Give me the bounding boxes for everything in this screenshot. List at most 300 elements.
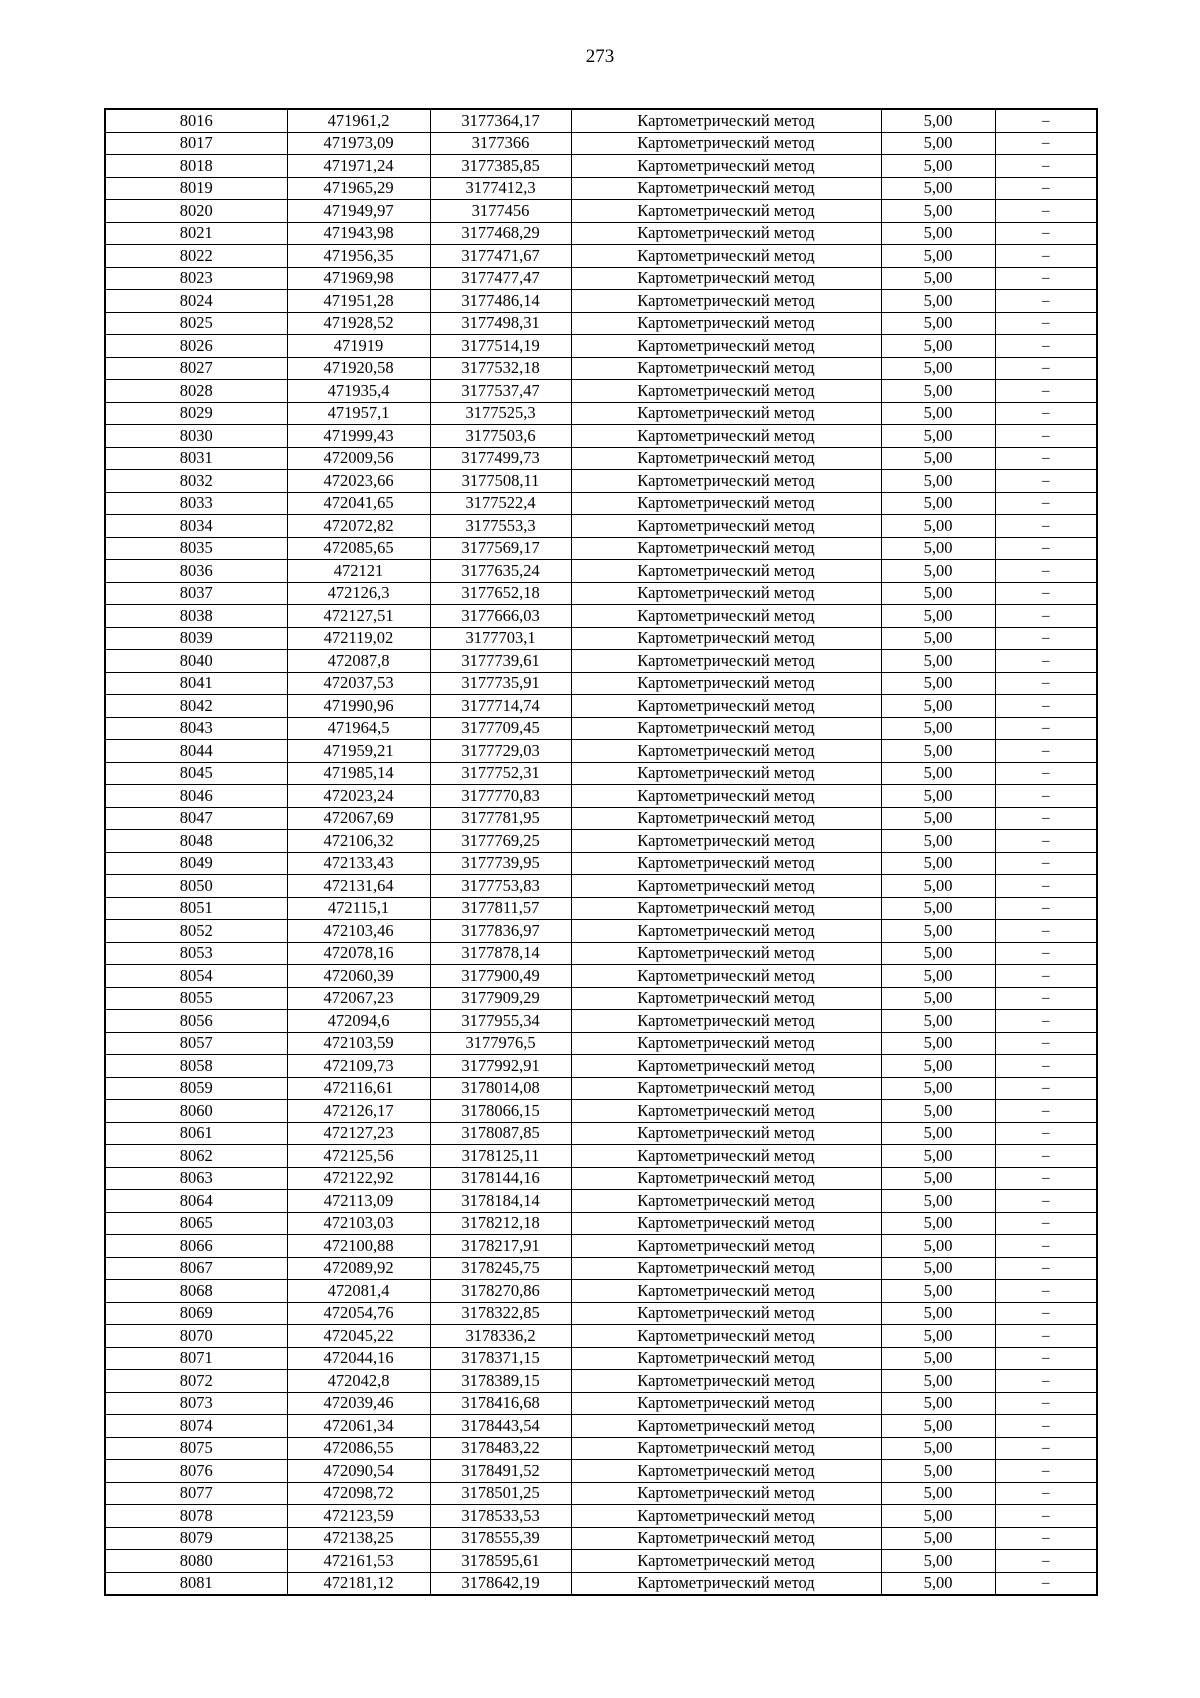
y-coordinate-cell: 3177992,91 (430, 1055, 571, 1078)
description-cell: – (995, 1505, 1097, 1528)
point-number-cell: 8049 (105, 852, 287, 875)
table-row (105, 380, 1097, 403)
method-cell: Картометрический метод (571, 1572, 881, 1595)
x-coordinate-cell: 471971,24 (287, 155, 430, 178)
point-number-cell: 8029 (105, 402, 287, 425)
description-cell: – (995, 267, 1097, 290)
method-cell: Картометрический метод (571, 290, 881, 313)
y-coordinate-cell: 3178212,18 (430, 1212, 571, 1235)
x-coordinate-cell: 472115,1 (287, 897, 430, 920)
x-coordinate-cell: 471956,35 (287, 245, 430, 268)
accuracy-cell: 5,00 (881, 695, 995, 718)
y-coordinate-cell: 3178184,14 (430, 1190, 571, 1213)
method-cell: Картометрический метод (571, 470, 881, 493)
point-number-cell: 8052 (105, 920, 287, 943)
method-cell: Картометрический метод (571, 920, 881, 943)
description-cell: – (995, 1212, 1097, 1235)
x-coordinate-cell: 472072,82 (287, 515, 430, 538)
table-row (105, 222, 1097, 245)
accuracy-cell: 5,00 (881, 1460, 995, 1483)
point-number-cell: 8065 (105, 1212, 287, 1235)
description-cell: – (995, 425, 1097, 448)
method-cell: Картометрический метод (571, 537, 881, 560)
x-coordinate-cell: 472037,53 (287, 672, 430, 695)
y-coordinate-cell: 3177486,14 (430, 290, 571, 313)
description-cell: – (995, 380, 1097, 403)
x-coordinate-cell: 472067,69 (287, 807, 430, 830)
accuracy-cell: 5,00 (881, 852, 995, 875)
point-number-cell: 8050 (105, 875, 287, 898)
accuracy-cell: 5,00 (881, 1505, 995, 1528)
point-number-cell: 8027 (105, 357, 287, 380)
y-coordinate-cell: 3178125,11 (430, 1145, 571, 1168)
description-cell: – (995, 132, 1097, 155)
x-coordinate-cell: 471920,58 (287, 357, 430, 380)
point-number-cell: 8080 (105, 1550, 287, 1573)
x-coordinate-cell: 472123,59 (287, 1505, 430, 1528)
table-row (105, 312, 1097, 335)
x-coordinate-cell: 472094,6 (287, 1010, 430, 1033)
point-number-cell: 8036 (105, 560, 287, 583)
description-cell: – (995, 785, 1097, 808)
y-coordinate-cell: 3178217,91 (430, 1235, 571, 1258)
x-coordinate-cell: 472109,73 (287, 1055, 430, 1078)
x-coordinate-cell: 472127,23 (287, 1122, 430, 1145)
description-cell: – (995, 1032, 1097, 1055)
description-cell: – (995, 672, 1097, 695)
accuracy-cell: 5,00 (881, 807, 995, 830)
y-coordinate-cell: 3177471,67 (430, 245, 571, 268)
description-cell: – (995, 1392, 1097, 1415)
accuracy-cell: 5,00 (881, 740, 995, 763)
accuracy-cell: 5,00 (881, 1235, 995, 1258)
x-coordinate-cell: 472089,92 (287, 1257, 430, 1280)
y-coordinate-cell: 3177739,95 (430, 852, 571, 875)
table-row (105, 1550, 1097, 1573)
method-cell: Картометрический метод (571, 1077, 881, 1100)
y-coordinate-cell: 3177781,95 (430, 807, 571, 830)
x-coordinate-cell: 472106,32 (287, 830, 430, 853)
x-coordinate-cell: 472044,16 (287, 1347, 430, 1370)
method-cell: Картометрический метод (571, 717, 881, 740)
table-row (105, 335, 1097, 358)
description-cell: – (995, 717, 1097, 740)
description-cell: – (995, 830, 1097, 853)
description-cell: – (995, 155, 1097, 178)
x-coordinate-cell: 471969,98 (287, 267, 430, 290)
table-row (105, 1325, 1097, 1348)
table-row (105, 830, 1097, 853)
x-coordinate-cell: 472181,12 (287, 1572, 430, 1595)
point-number-cell: 8038 (105, 605, 287, 628)
table-row (105, 1370, 1097, 1393)
description-cell: – (995, 312, 1097, 335)
y-coordinate-cell: 3177366 (430, 132, 571, 155)
point-number-cell: 8059 (105, 1077, 287, 1100)
point-number-cell: 8030 (105, 425, 287, 448)
y-coordinate-cell: 3177909,29 (430, 987, 571, 1010)
x-coordinate-cell: 472131,64 (287, 875, 430, 898)
description-cell: – (995, 1190, 1097, 1213)
y-coordinate-cell: 3177385,85 (430, 155, 571, 178)
y-coordinate-cell: 3177709,45 (430, 717, 571, 740)
table-row (105, 1077, 1097, 1100)
table-row (105, 1032, 1097, 1055)
method-cell: Картометрический метод (571, 109, 881, 132)
description-cell: – (995, 402, 1097, 425)
description-cell: – (995, 1572, 1097, 1595)
point-number-cell: 8058 (105, 1055, 287, 1078)
y-coordinate-cell: 3178416,68 (430, 1392, 571, 1415)
point-number-cell: 8063 (105, 1167, 287, 1190)
description-cell: – (995, 1235, 1097, 1258)
accuracy-cell: 5,00 (881, 335, 995, 358)
x-coordinate-cell: 472126,17 (287, 1100, 430, 1123)
table-row (105, 672, 1097, 695)
method-cell: Картометрический метод (571, 132, 881, 155)
y-coordinate-cell: 3177522,4 (430, 492, 571, 515)
point-number-cell: 8053 (105, 942, 287, 965)
accuracy-cell: 5,00 (881, 1010, 995, 1033)
x-coordinate-cell: 472103,03 (287, 1212, 430, 1235)
method-cell: Картометрический метод (571, 672, 881, 695)
x-coordinate-cell: 472085,65 (287, 537, 430, 560)
method-cell: Картометрический метод (571, 987, 881, 1010)
description-cell: – (995, 605, 1097, 628)
x-coordinate-cell: 471928,52 (287, 312, 430, 335)
point-number-cell: 8064 (105, 1190, 287, 1213)
point-number-cell: 8039 (105, 627, 287, 650)
method-cell: Картометрический метод (571, 560, 881, 583)
table-row (105, 425, 1097, 448)
description-cell: – (995, 1145, 1097, 1168)
table-row (105, 1392, 1097, 1415)
accuracy-cell: 5,00 (881, 987, 995, 1010)
x-coordinate-cell: 472126,3 (287, 582, 430, 605)
x-coordinate-cell: 471919 (287, 335, 430, 358)
description-cell: – (995, 447, 1097, 470)
description-cell: – (995, 1437, 1097, 1460)
y-coordinate-cell: 3178322,85 (430, 1302, 571, 1325)
point-number-cell: 8023 (105, 267, 287, 290)
table-row (105, 1505, 1097, 1528)
method-cell: Картометрический метод (571, 605, 881, 628)
table-row (105, 1100, 1097, 1123)
point-number-cell: 8066 (105, 1235, 287, 1258)
accuracy-cell: 5,00 (881, 1257, 995, 1280)
table-row (105, 852, 1097, 875)
table-row (105, 447, 1097, 470)
description-cell: – (995, 1122, 1097, 1145)
table-row (105, 627, 1097, 650)
y-coordinate-cell: 3177456 (430, 200, 571, 223)
accuracy-cell: 5,00 (881, 875, 995, 898)
table-row (105, 1167, 1097, 1190)
x-coordinate-cell: 472009,56 (287, 447, 430, 470)
x-coordinate-cell: 472103,46 (287, 920, 430, 943)
x-coordinate-cell: 472127,51 (287, 605, 430, 628)
coordinates-table (104, 108, 1098, 1596)
y-coordinate-cell: 3178595,61 (430, 1550, 571, 1573)
accuracy-cell: 5,00 (881, 312, 995, 335)
table-row (105, 875, 1097, 898)
point-number-cell: 8042 (105, 695, 287, 718)
method-cell: Картометрический метод (571, 1032, 881, 1055)
method-cell: Картометрический метод (571, 1437, 881, 1460)
y-coordinate-cell: 3177364,17 (430, 109, 571, 132)
description-cell: – (995, 492, 1097, 515)
x-coordinate-cell: 472121 (287, 560, 430, 583)
method-cell: Картометрический метод (571, 1370, 881, 1393)
y-coordinate-cell: 3178555,39 (430, 1527, 571, 1550)
accuracy-cell: 5,00 (881, 1077, 995, 1100)
point-number-cell: 8076 (105, 1460, 287, 1483)
accuracy-cell: 5,00 (881, 1302, 995, 1325)
accuracy-cell: 5,00 (881, 447, 995, 470)
table-row (105, 965, 1097, 988)
method-cell: Картометрический метод (571, 852, 881, 875)
accuracy-cell: 5,00 (881, 200, 995, 223)
y-coordinate-cell: 3178245,75 (430, 1257, 571, 1280)
table-row (105, 1280, 1097, 1303)
point-number-cell: 8051 (105, 897, 287, 920)
x-coordinate-cell: 472161,53 (287, 1550, 430, 1573)
table-row (105, 109, 1097, 132)
description-cell: – (995, 1167, 1097, 1190)
accuracy-cell: 5,00 (881, 267, 995, 290)
accuracy-cell: 5,00 (881, 290, 995, 313)
point-number-cell: 8021 (105, 222, 287, 245)
table-row (105, 1190, 1097, 1213)
accuracy-cell: 5,00 (881, 717, 995, 740)
description-cell: – (995, 582, 1097, 605)
method-cell: Картометрический метод (571, 1347, 881, 1370)
table-row (105, 1572, 1097, 1595)
description-cell: – (995, 1010, 1097, 1033)
y-coordinate-cell: 3177537,47 (430, 380, 571, 403)
point-number-cell: 8019 (105, 177, 287, 200)
point-number-cell: 8025 (105, 312, 287, 335)
description-cell: – (995, 515, 1097, 538)
method-cell: Картометрический метод (571, 312, 881, 335)
accuracy-cell: 5,00 (881, 1032, 995, 1055)
x-coordinate-cell: 472122,92 (287, 1167, 430, 1190)
table-row (105, 1302, 1097, 1325)
method-cell: Картометрический метод (571, 785, 881, 808)
y-coordinate-cell: 3178483,22 (430, 1437, 571, 1460)
description-cell: – (995, 740, 1097, 763)
method-cell: Картометрический метод (571, 447, 881, 470)
point-number-cell: 8071 (105, 1347, 287, 1370)
table-row (105, 492, 1097, 515)
point-number-cell: 8034 (105, 515, 287, 538)
table-row (105, 942, 1097, 965)
method-cell: Картометрический метод (571, 807, 881, 830)
method-cell: Картометрический метод (571, 1100, 881, 1123)
x-coordinate-cell: 472023,66 (287, 470, 430, 493)
description-cell: – (995, 627, 1097, 650)
x-coordinate-cell: 472138,25 (287, 1527, 430, 1550)
description-cell: – (995, 537, 1097, 560)
table-row (105, 605, 1097, 628)
description-cell: – (995, 695, 1097, 718)
point-number-cell: 8060 (105, 1100, 287, 1123)
x-coordinate-cell: 471985,14 (287, 762, 430, 785)
table-row (105, 987, 1097, 1010)
x-coordinate-cell: 471951,28 (287, 290, 430, 313)
method-cell: Картометрический метод (571, 492, 881, 515)
accuracy-cell: 5,00 (881, 965, 995, 988)
point-number-cell: 8022 (105, 245, 287, 268)
y-coordinate-cell: 3178270,86 (430, 1280, 571, 1303)
accuracy-cell: 5,00 (881, 1167, 995, 1190)
accuracy-cell: 5,00 (881, 942, 995, 965)
accuracy-cell: 5,00 (881, 1572, 995, 1595)
description-cell: – (995, 1550, 1097, 1573)
accuracy-cell: 5,00 (881, 650, 995, 673)
accuracy-cell: 5,00 (881, 537, 995, 560)
point-number-cell: 8072 (105, 1370, 287, 1393)
accuracy-cell: 5,00 (881, 177, 995, 200)
table-row (105, 537, 1097, 560)
point-number-cell: 8037 (105, 582, 287, 605)
point-number-cell: 8016 (105, 109, 287, 132)
x-coordinate-cell: 472023,24 (287, 785, 430, 808)
y-coordinate-cell: 3177666,03 (430, 605, 571, 628)
point-number-cell: 8056 (105, 1010, 287, 1033)
method-cell: Картометрический метод (571, 1325, 881, 1348)
point-number-cell: 8061 (105, 1122, 287, 1145)
table-row (105, 1145, 1097, 1168)
accuracy-cell: 5,00 (881, 672, 995, 695)
method-cell: Картометрический метод (571, 1505, 881, 1528)
point-number-cell: 8024 (105, 290, 287, 313)
y-coordinate-cell: 3177976,5 (430, 1032, 571, 1055)
description-cell: – (995, 942, 1097, 965)
method-cell: Картометрический метод (571, 1527, 881, 1550)
table-row (105, 1482, 1097, 1505)
y-coordinate-cell: 3177508,11 (430, 470, 571, 493)
point-number-cell: 8054 (105, 965, 287, 988)
table-row (105, 402, 1097, 425)
table-row (105, 785, 1097, 808)
x-coordinate-cell: 471943,98 (287, 222, 430, 245)
method-cell: Картометрический метод (571, 830, 881, 853)
description-cell: – (995, 1482, 1097, 1505)
description-cell: – (995, 1280, 1097, 1303)
method-cell: Картометрический метод (571, 200, 881, 223)
y-coordinate-cell: 3177498,31 (430, 312, 571, 335)
table-row (105, 267, 1097, 290)
table-row (105, 695, 1097, 718)
table-row (105, 1010, 1097, 1033)
description-cell: – (995, 1100, 1097, 1123)
table-row (105, 920, 1097, 943)
method-cell: Картометрический метод (571, 942, 881, 965)
table-row (105, 650, 1097, 673)
accuracy-cell: 5,00 (881, 492, 995, 515)
y-coordinate-cell: 3177468,29 (430, 222, 571, 245)
accuracy-cell: 5,00 (881, 605, 995, 628)
x-coordinate-cell: 471959,21 (287, 740, 430, 763)
y-coordinate-cell: 3178533,53 (430, 1505, 571, 1528)
accuracy-cell: 5,00 (881, 425, 995, 448)
x-coordinate-cell: 472098,72 (287, 1482, 430, 1505)
table-row (105, 560, 1097, 583)
accuracy-cell: 5,00 (881, 1122, 995, 1145)
description-cell: – (995, 109, 1097, 132)
accuracy-cell: 5,00 (881, 155, 995, 178)
description-cell: – (995, 245, 1097, 268)
point-number-cell: 8075 (105, 1437, 287, 1460)
method-cell: Картометрический метод (571, 1460, 881, 1483)
description-cell: – (995, 290, 1097, 313)
description-cell: – (995, 1055, 1097, 1078)
method-cell: Картометрический метод (571, 740, 881, 763)
accuracy-cell: 5,00 (881, 582, 995, 605)
y-coordinate-cell: 3177499,73 (430, 447, 571, 470)
x-coordinate-cell: 471935,4 (287, 380, 430, 403)
point-number-cell: 8018 (105, 155, 287, 178)
table-row (105, 582, 1097, 605)
method-cell: Картометрический метод (571, 515, 881, 538)
description-cell: – (995, 177, 1097, 200)
table-row (105, 132, 1097, 155)
description-cell: – (995, 875, 1097, 898)
x-coordinate-cell: 472078,16 (287, 942, 430, 965)
y-coordinate-cell: 3178336,2 (430, 1325, 571, 1348)
y-coordinate-cell: 3177635,24 (430, 560, 571, 583)
y-coordinate-cell: 3177878,14 (430, 942, 571, 965)
table-row (105, 245, 1097, 268)
accuracy-cell: 5,00 (881, 132, 995, 155)
x-coordinate-cell: 471949,97 (287, 200, 430, 223)
y-coordinate-cell: 3177412,3 (430, 177, 571, 200)
method-cell: Картометрический метод (571, 1257, 881, 1280)
accuracy-cell: 5,00 (881, 785, 995, 808)
point-number-cell: 8074 (105, 1415, 287, 1438)
y-coordinate-cell: 3177514,19 (430, 335, 571, 358)
method-cell: Картометрический метод (571, 1392, 881, 1415)
table-row (105, 177, 1097, 200)
method-cell: Картометрический метод (571, 245, 881, 268)
description-cell: – (995, 1460, 1097, 1483)
y-coordinate-cell: 3177525,3 (430, 402, 571, 425)
point-number-cell: 8032 (105, 470, 287, 493)
point-number-cell: 8043 (105, 717, 287, 740)
x-coordinate-cell: 472041,65 (287, 492, 430, 515)
description-cell: – (995, 1347, 1097, 1370)
x-coordinate-cell: 471957,1 (287, 402, 430, 425)
accuracy-cell: 5,00 (881, 1550, 995, 1573)
y-coordinate-cell: 3178066,15 (430, 1100, 571, 1123)
y-coordinate-cell: 3177652,18 (430, 582, 571, 605)
y-coordinate-cell: 3178389,15 (430, 1370, 571, 1393)
x-coordinate-cell: 472086,55 (287, 1437, 430, 1460)
x-coordinate-cell: 471973,09 (287, 132, 430, 155)
y-coordinate-cell: 3177503,6 (430, 425, 571, 448)
point-number-cell: 8044 (105, 740, 287, 763)
description-cell: – (995, 335, 1097, 358)
x-coordinate-cell: 472087,8 (287, 650, 430, 673)
method-cell: Картометрический метод (571, 1010, 881, 1033)
y-coordinate-cell: 3178144,16 (430, 1167, 571, 1190)
method-cell: Картометрический метод (571, 357, 881, 380)
description-cell: – (995, 1257, 1097, 1280)
coordinates-table-body (105, 109, 1097, 1595)
accuracy-cell: 5,00 (881, 1280, 995, 1303)
point-number-cell: 8040 (105, 650, 287, 673)
